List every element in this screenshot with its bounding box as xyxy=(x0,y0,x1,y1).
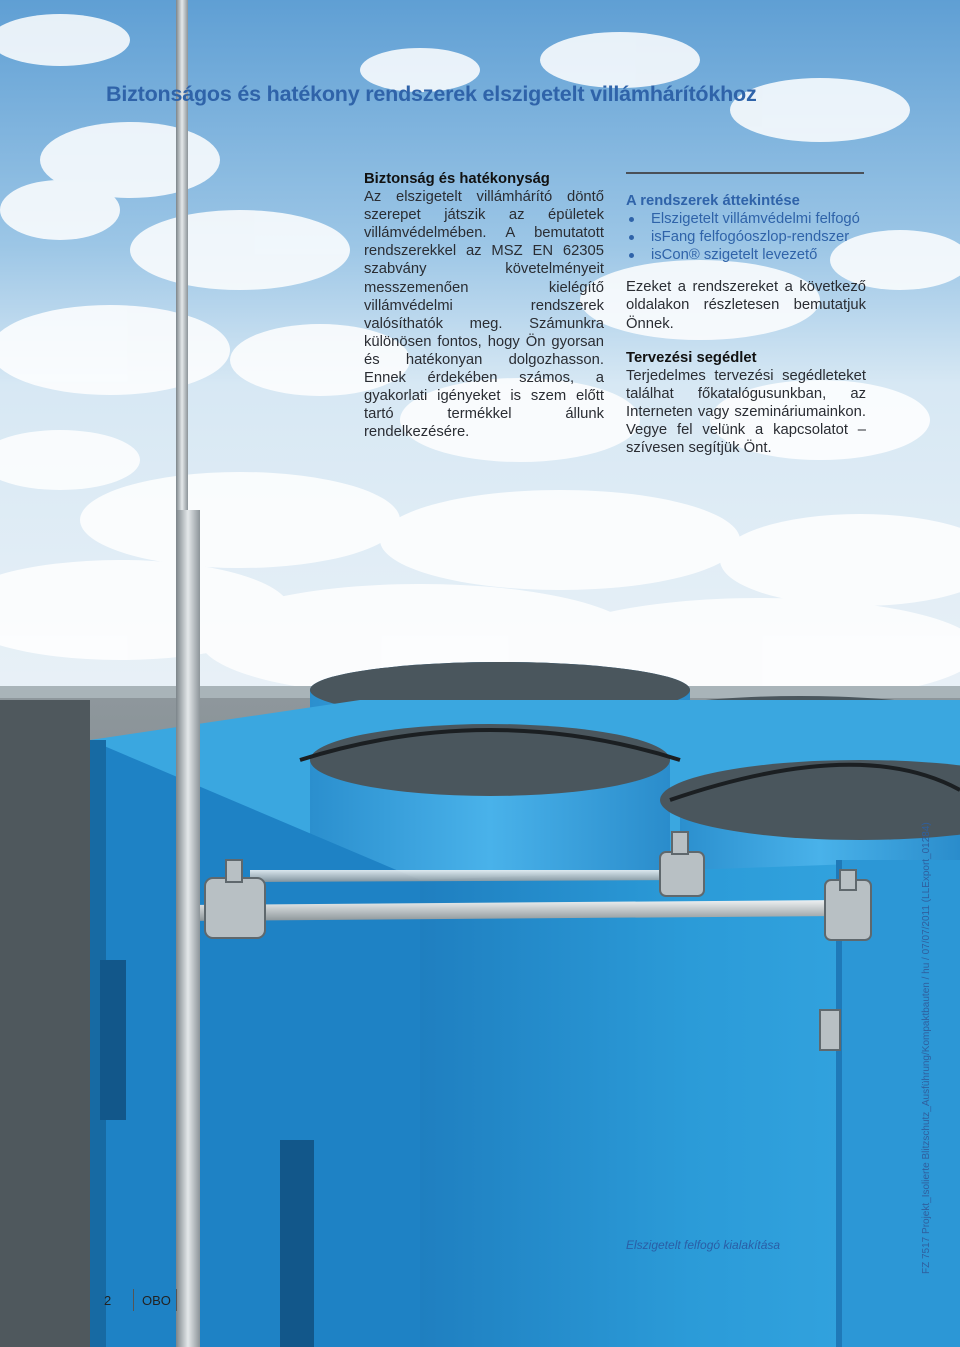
list-item: Elszigetelt villámvédelmi felfogó xyxy=(626,210,866,228)
right-column xyxy=(626,192,866,457)
planning-heading: Tervezési segédlet xyxy=(626,349,757,366)
list-item: isCon® szigetelt levezető xyxy=(626,246,866,264)
page-title: Biztonságos és hatékony rendszerek elszigetelt villámhárítókhoz xyxy=(106,82,757,106)
list-item: isFang felfogóoszlop-rendszer xyxy=(626,228,866,246)
overview-list xyxy=(626,210,866,264)
page-number: 2 xyxy=(104,1293,112,1308)
column-divider xyxy=(626,172,864,174)
safety-text: Az elszigetelt villámhárító döntő szerepet játszik az épületek villámvédelmében. A bemutatott rendszerekkel az MSZ EN 62305 szabvány követelményeit messzemenően kielégítő villámvédelmi rendszerek valósíthatók meg. Számunkra különösen fontos, hogy Ön gyorsan és hatékonyan dolgozhasson. Ennek érdekében számos, a gyakorlati igényeket is szem előtt tartó termékkel állunk rendelkezésére. xyxy=(364,189,604,441)
document-reference: FZ 7517 Projekt_Isolierte Blitzschutz_Ausführung/Kompaktbauten / hu / 07/07/2011 (LLExport_01284) xyxy=(921,822,932,1274)
spacer xyxy=(626,333,866,349)
overview-heading: A rendszerek áttekintése xyxy=(626,193,800,209)
safety-heading: Biztonság és hatékonyság xyxy=(364,171,550,187)
overview-text: Ezeket a rendszereket a következő oldalakon részletesen bemutatjuk Önnek. xyxy=(626,279,866,332)
brand-name: OBO xyxy=(142,1293,171,1308)
planning-text: Terjedelmes tervezési segédleteket találhat főkatalógusunkban, az Interneten vagy szemináriumainkon. Vegye fel velünk a kapcsolatot – szívesen segítjük Önt. xyxy=(626,367,866,457)
image-caption: Elszigetelt felfogó kialakítása xyxy=(626,1238,781,1252)
left-column xyxy=(364,170,604,441)
footer-divider xyxy=(176,1289,177,1311)
footer-divider xyxy=(133,1289,134,1311)
